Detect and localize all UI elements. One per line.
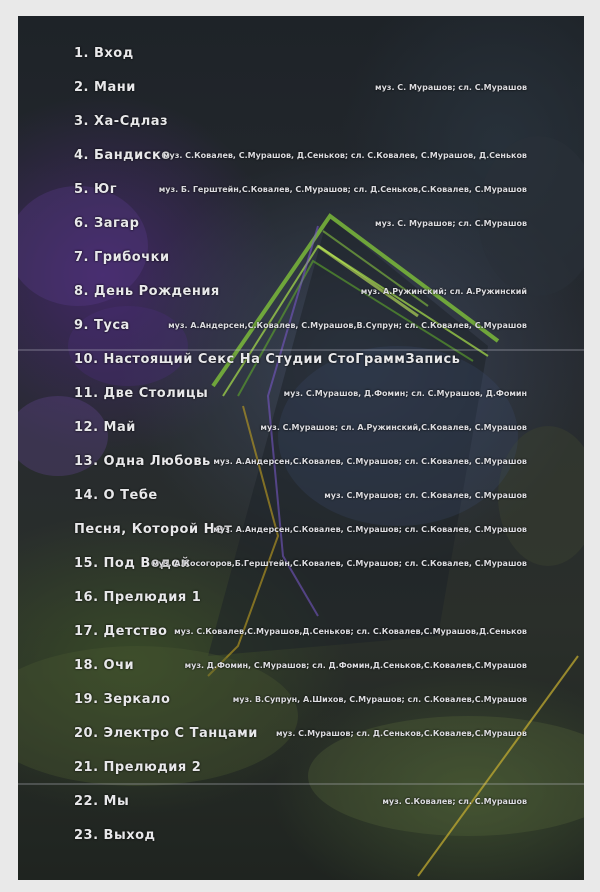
track-title: 2. Мани: [74, 80, 136, 95]
track-title: 4. Бандиско: [74, 148, 171, 163]
track-title: 19. Зеркало: [74, 692, 171, 707]
track-title: 9. Туса: [74, 318, 130, 333]
track-credits: муз. С.Ковалев; сл. С.Мурашов: [382, 797, 527, 806]
track-title: 18. Очи: [74, 658, 135, 673]
track-row: [18, 314, 584, 344]
track-credits: муз. А.Ружинский; сл. А.Ружинский: [360, 287, 527, 296]
track-title: Песня, Которой Нет: [74, 522, 233, 537]
track-row: [18, 824, 584, 854]
track-credits: муз. А.Андерсен,С.Ковалев, С.Мурашов; сл. С.Ковалев, С.Мурашов: [213, 525, 527, 534]
track-credits: муз. А.Андерсен,С.Ковалев, С.Мурашов,В.Супрун; сл. С.Ковалев, С.Мурашов: [168, 321, 527, 330]
cassette-insert-card: [18, 16, 584, 880]
track-row: [18, 688, 584, 718]
track-row: [18, 620, 584, 650]
track-title: 14. О Тебе: [74, 488, 158, 503]
track-title: 15. Под Водой: [74, 556, 191, 571]
track-credits: муз. В.Супрун, А.Шихов, С.Мурашов; сл. С.Ковалев,С.Мурашов: [232, 695, 527, 704]
track-row: [18, 178, 584, 208]
track-title: 7. Грибочки: [74, 250, 170, 265]
track-credits: муз. С.Мурашов; сл. А.Ружинский,С.Ковалев, С.Мурашов: [260, 423, 527, 432]
track-title: 1. Вход: [74, 46, 134, 61]
track-title: 17. Детство: [74, 624, 168, 639]
track-title: 6. Загар: [74, 216, 140, 231]
track-title: 3. Ха-Сдлаз: [74, 114, 169, 129]
track-row: [18, 246, 584, 276]
track-row: [18, 552, 584, 582]
track-row: [18, 790, 584, 820]
track-title: 23. Выход: [74, 828, 156, 843]
track-credits: муз. А.Андерсен,С.Ковалев, С.Мурашов; сл. С.Ковалев, С.Мурашов: [213, 457, 527, 466]
track-title: 11. Две Столицы: [74, 386, 209, 401]
track-row: [18, 212, 584, 242]
track-credits: муз. А.Косогоров,Б.Герштейн,С.Ковалев, С.Мурашов; сл. С.Ковалев, С.Мурашов: [152, 559, 527, 568]
track-row: [18, 110, 584, 140]
track-row: [18, 416, 584, 446]
track-credits: муз. С.Мурашов; сл. Д.Сеньков,С.Ковалев,С.Мурашов: [275, 729, 527, 738]
track-credits: муз. С.Ковалев, С.Мурашов, Д.Сеньков; сл. С.Ковалев, С.Мурашов, Д.Сеньков: [162, 151, 527, 160]
track-credits: муз. Б. Герштейн,С.Ковалев, С.Мурашов; сл. Д.Сеньков,С.Ковалев, С.Мурашов: [158, 185, 527, 194]
track-title: 8. День Рождения: [74, 284, 220, 299]
track-title: 10. Настоящий Секс На Студии СтоГраммЗапись: [74, 352, 461, 367]
track-row: [18, 518, 584, 548]
track-title: 20. Электро С Танцами: [74, 726, 258, 741]
track-row: [18, 722, 584, 752]
track-row: [18, 42, 584, 72]
track-credits: муз. Д.Фомин, С.Мурашов; сл. Д.Фомин,Д.Сеньков,С.Ковалев,С.Мурашов: [184, 661, 527, 670]
track-row: [18, 654, 584, 684]
track-row: [18, 382, 584, 412]
track-row: [18, 348, 584, 378]
track-title: 12. Май: [74, 420, 136, 435]
track-credits: муз. С. Мурашов; сл. С.Мурашов: [375, 219, 527, 228]
track-row: [18, 586, 584, 616]
track-title: 22. Мы: [74, 794, 130, 809]
track-row: [18, 756, 584, 786]
track-credits: муз. С.Ковалев,С.Мурашов,Д.Сеньков; сл. С.Ковалев,С.Мурашов,Д.Сеньков: [174, 627, 527, 636]
track-row: [18, 484, 584, 514]
track-title: 21. Прелюдия 2: [74, 760, 202, 775]
tracklist: [18, 16, 584, 880]
track-row: [18, 144, 584, 174]
track-row: [18, 280, 584, 310]
track-title: 5. Юг: [74, 182, 118, 197]
track-title: 13. Одна Любовь: [74, 454, 211, 469]
track-credits: муз. С.Мурашов, Д.Фомин; сл. С.Мурашов, Д.Фомин: [283, 389, 527, 398]
track-row: [18, 450, 584, 480]
track-title: 16. Прелюдия 1: [74, 590, 202, 605]
track-credits: муз. С. Мурашов; сл. С.Мурашов: [375, 83, 527, 92]
track-row: [18, 76, 584, 106]
track-credits: муз. С.Мурашов; сл. С.Ковалев, С.Мурашов: [324, 491, 527, 500]
